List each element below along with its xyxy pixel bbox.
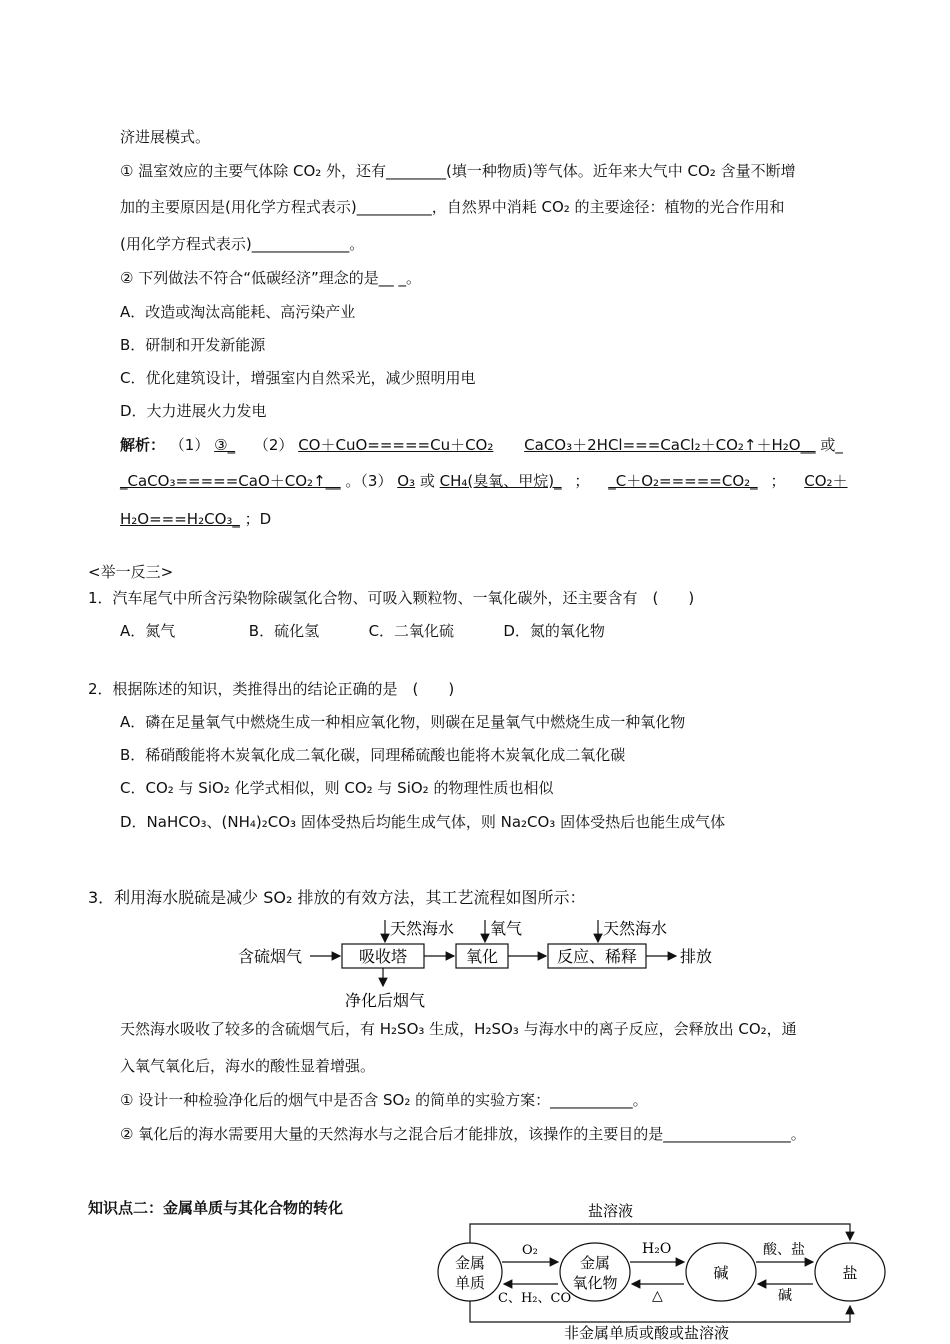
intro-line: 济进展模式。	[120, 128, 211, 146]
flow-box-label: 吸收塔	[358, 947, 408, 966]
question-1-line: (用化学方程式表示)_____________。	[120, 235, 365, 253]
answer-part: 。（3）	[345, 472, 393, 490]
arrow-label: O₂	[522, 1243, 538, 1258]
flow-input: 含硫烟气	[238, 947, 303, 966]
flow-top-label: 天然海水	[603, 919, 668, 938]
arrow-label: 碱	[778, 1288, 792, 1304]
option-a: A．改造或淘汰高能耗、高污染产业	[120, 303, 356, 321]
option-b: B．硫化氢	[248, 622, 320, 640]
arrow-label: C、H₂、CO	[498, 1291, 572, 1306]
answer-blank: O₃	[397, 472, 416, 490]
flow-top-label: 氧气	[490, 919, 523, 938]
section-title: <举一反三>	[88, 563, 174, 581]
flow-output: 排放	[680, 947, 713, 966]
node-label: 金属	[454, 1254, 486, 1272]
arrow-label: 酸、盐	[763, 1242, 805, 1258]
flow-bottom-label: 净化后烟气	[345, 991, 426, 1010]
bottom-path-label: 非金属单质或酸或盐溶液	[564, 1324, 730, 1342]
answer-equation: _C＋O₂=====CO₂_	[608, 472, 758, 490]
option-d: D．NaHCO₃、(NH₄)₂CO₃ 固体受热后均能生成气体，则 Na₂CO₃ 固体受热后也能生成气体	[120, 813, 726, 831]
answer-equation: _CaCO₃=====CaO＋CO₂↑__	[120, 472, 341, 490]
arrow-label: △	[652, 1288, 663, 1304]
knowledge-point-title: 知识点二：金属单质与其化合物的转化	[88, 1199, 344, 1217]
answer-blank: CH₄(臭氧、甲烷)_	[439, 472, 562, 490]
metal-conversion-diagram	[430, 1196, 900, 1342]
answer-part: 或	[419, 472, 435, 490]
answer-equation: CO₂＋	[804, 472, 848, 490]
problem-1-stem: 1．汽车尾气中所含污染物除碳氢化合物、可吸入颗粒物、一氧化碳外，还主要含有 ( )	[88, 589, 695, 607]
problem-3-question-1: ① 设计一种检验净化后的烟气中是否含 SO₂ 的简单的实验方案：___________。	[120, 1091, 648, 1109]
problem-1-options	[120, 621, 605, 641]
option-b: B．研制和开发新能源	[120, 336, 266, 354]
answer-equation: CO＋CuO=====Cu＋CO₂	[298, 436, 494, 454]
option-c: C．CO₂ 与 SiO₂ 化学式相似，则 CO₂ 与 SiO₂ 的物理性质也相似	[120, 779, 554, 797]
flow-box-label: 氧化	[465, 947, 499, 966]
node-label: 盐	[842, 1264, 858, 1282]
question-1-line: 加的主要原因是(用化学方程式表示)__________，自然界中消耗 CO₂ 的主要途径：植物的光合作用和	[120, 198, 785, 216]
problem-3-question-2: ② 氧化后的海水需要用大量的天然海水与之混合后才能排放，该操作的主要目的是_________________。	[120, 1125, 806, 1143]
option-d: D．氮的氧化物	[503, 622, 605, 640]
option-c: C．二氧化硫	[368, 622, 455, 640]
option-a: A．磷在足量氧气中燃烧生成一种相应氧化物，则碳在足量氧气中燃烧生成一种氧化物	[120, 713, 686, 731]
question-1-line: ① 温室效应的主要气体除 CO₂ 外，还有________(填一种物质)等气体。近年来大气中 CO₂ 含量不断增	[120, 162, 796, 180]
answer-part: ；	[770, 472, 786, 490]
problem-3-stem: 3．利用海水脱硫是减少 SO₂ 排放的有效方法，其工艺流程如图所示：	[88, 888, 586, 907]
answer-blank: ③_	[214, 436, 236, 454]
node-label: 单质	[454, 1274, 486, 1292]
node-metal	[438, 1243, 502, 1301]
question-2-stem: ② 下列做法不符合“低碳经济”理念的是__ _。	[120, 269, 422, 287]
answer-equation: CaCO₃＋2HCl===CaCl₂＋CO₂↑＋H₂O__	[524, 436, 816, 454]
answer-line-1	[120, 435, 843, 455]
problem-3-text: 天然海水吸收了较多的含硫烟气后，有 H₂SO₃ 生成，H₂SO₃ 与海水中的离子反应，会释放出 CO₂，通	[120, 1020, 797, 1038]
answer-label: 解析：	[120, 436, 166, 454]
option-c: C．优化建筑设计，增强室内自然采光，减少照明用电	[120, 369, 476, 387]
top-path-label: 盐溶液	[588, 1202, 634, 1220]
answer-part: （2）	[253, 436, 294, 454]
answer-line-3	[120, 509, 271, 529]
process-flow-diagram	[230, 912, 750, 1016]
answer-part: ；	[574, 472, 590, 490]
problem-3-text: 入氧气氧化后，海水的酸性显着增强。	[120, 1057, 376, 1075]
answer-line-2	[120, 471, 848, 491]
option-d: D．大力进展火力发电	[120, 402, 267, 420]
option-a: A．氮气	[120, 622, 176, 640]
answer-part: ；D	[244, 510, 272, 528]
node-label: 碱	[713, 1264, 729, 1282]
problem-2-stem: 2．根据陈述的知识，类推得出的结论正确的是 ( )	[88, 680, 455, 698]
node-label: 氧化物	[572, 1274, 618, 1292]
flow-box-label: 反应、稀释	[556, 947, 638, 966]
arrow-label: H₂O	[642, 1241, 672, 1257]
answer-part: 或_	[820, 436, 843, 454]
option-b: B．稀硝酸能将木炭氧化成二氧化碳，同理稀硫酸也能将木炭氧化成二氧化碳	[120, 746, 626, 764]
node-label: 金属	[579, 1254, 611, 1272]
answer-equation: H₂O===H₂CO₃_	[120, 510, 240, 528]
flow-top-label: 天然海水	[390, 919, 455, 938]
answer-part: （1）	[169, 436, 210, 454]
